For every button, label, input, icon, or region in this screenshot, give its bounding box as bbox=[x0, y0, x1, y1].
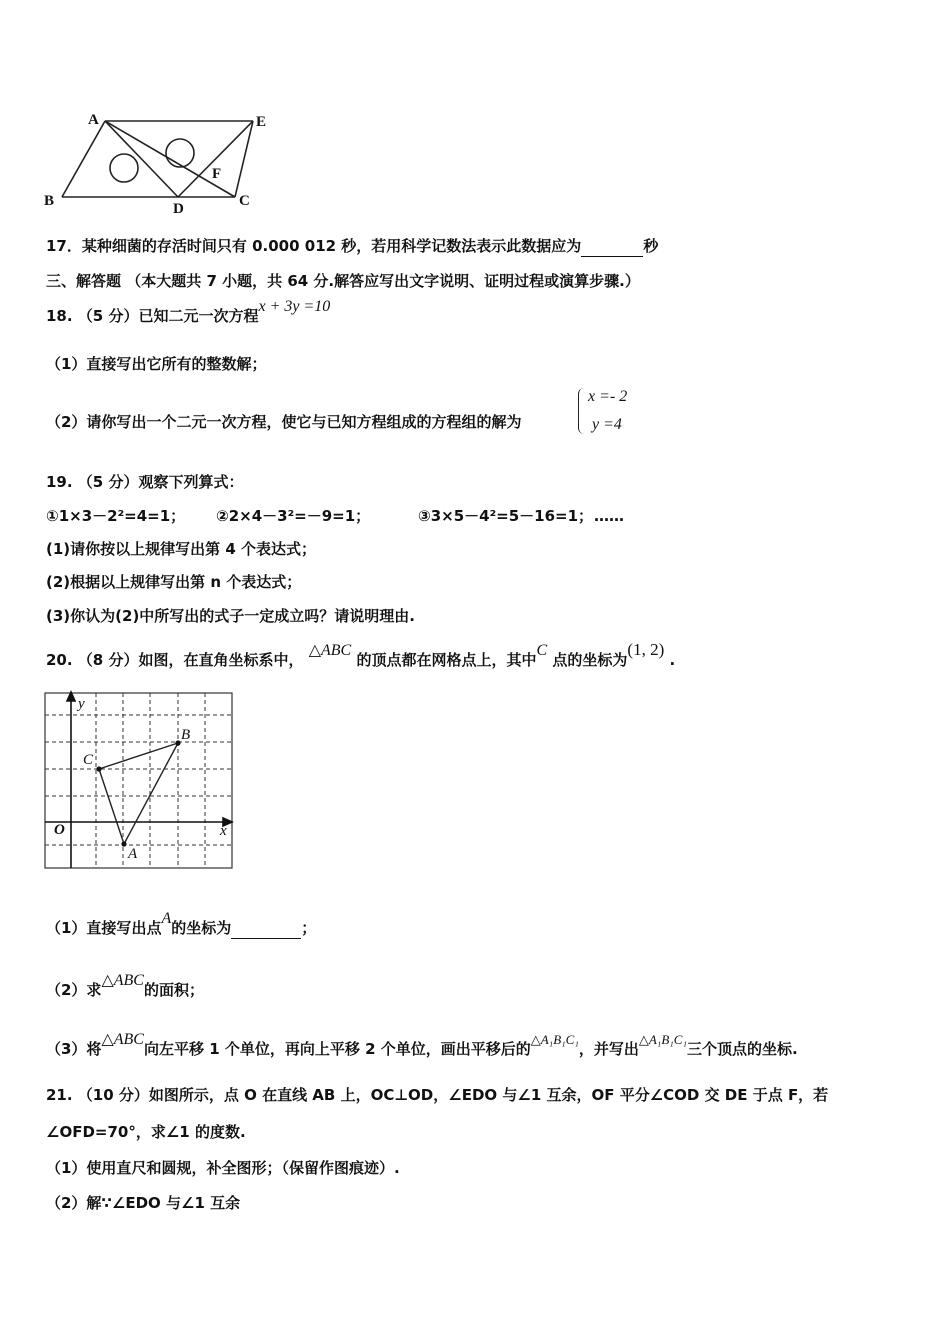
vertex-c-dot bbox=[96, 766, 101, 771]
q20-head-a: 20. （8 分）如图，在直角坐标系中， bbox=[46, 651, 304, 669]
vertex-b-dot bbox=[175, 740, 180, 745]
fig-label-a: A bbox=[88, 112, 99, 128]
fig-circle-left bbox=[110, 154, 138, 182]
vertex-a-label: A bbox=[128, 846, 138, 862]
q20-answer-blank[interactable] bbox=[231, 918, 301, 939]
q18-system-brace bbox=[578, 388, 585, 434]
q20-part2-a: （2）求 bbox=[46, 981, 102, 999]
q19-expr-3: ③3×5－4²=5－16=1； bbox=[418, 507, 594, 525]
grid-frame bbox=[45, 693, 232, 868]
q20-part1 bbox=[46, 910, 317, 939]
q20-head bbox=[46, 640, 676, 671]
fig-label-d: D bbox=[173, 201, 184, 217]
y-axis-label: y bbox=[78, 696, 85, 712]
q18-system bbox=[578, 386, 648, 438]
q17-answer-blank[interactable] bbox=[581, 236, 643, 257]
q18-equation: x + 3y =10 bbox=[258, 298, 331, 315]
fig-circle-right bbox=[166, 139, 194, 167]
q20-part3-a: （3）将 bbox=[46, 1040, 102, 1058]
q20-part2 bbox=[46, 972, 204, 1001]
q18-system-x: x =- 2 bbox=[588, 388, 628, 405]
fig-label-e: E bbox=[256, 114, 267, 130]
q20-point-c: C bbox=[536, 642, 548, 659]
x-axis-label: x bbox=[220, 823, 227, 839]
q20-part2-triangle: △ABC bbox=[101, 972, 144, 989]
vertex-c-label: C bbox=[83, 752, 94, 768]
q19-part1: (1)请你按以上规律写出第 4 个表达式； bbox=[46, 540, 317, 558]
q21-part2: （2）解∵∠EDO 与∠1 互余 bbox=[46, 1194, 241, 1212]
q21-line1: 21. （10 分）如图所示，点 O 在直线 AB 上，OC⊥OD，∠EDO 与∠1 互余，OF 平分∠COD 交 DE 于点 F，若 bbox=[46, 1086, 829, 1104]
fig-label-f: F bbox=[212, 166, 222, 182]
q20-part2-b: 的面积； bbox=[143, 981, 204, 999]
origin-label: O bbox=[54, 822, 65, 838]
q17-unit: 秒 bbox=[643, 237, 659, 255]
q18-part2 bbox=[46, 412, 521, 432]
vertex-a-dot bbox=[121, 841, 126, 846]
geometry-figure-top bbox=[40, 105, 280, 220]
q18-part1: （1）直接写出它所有的整数解； bbox=[46, 355, 267, 373]
q19-expr-ellipsis: …… bbox=[594, 507, 624, 525]
fig-line-ab bbox=[62, 121, 105, 197]
q20-coord-c: (1, 2) bbox=[627, 640, 665, 659]
q20-end: . bbox=[669, 651, 676, 669]
q20-part1-a: （1）直接写出点 bbox=[46, 919, 162, 937]
q19-head: 19. （5 分）观察下列算式： bbox=[46, 473, 244, 491]
q20-part3-triangle: △ABC bbox=[101, 1031, 144, 1048]
q20-part3-d: 三个顶点的坐标. bbox=[686, 1040, 798, 1058]
fig-label-c: C bbox=[239, 193, 250, 209]
vertex-b-label: B bbox=[181, 727, 191, 743]
q17-text: 17．某种细菌的存活时间只有 0.000 012 秒，若用科学记数法表示此数据应为 bbox=[46, 237, 582, 255]
q20-head-b: 的顶点都在网格点上，其中 bbox=[356, 651, 537, 669]
coordinate-grid-figure bbox=[40, 688, 240, 873]
section-3-heading: 三、解答题 （本大题共 7 小题，共 64 分.解答应写出文字说明、证明过程或演算步骤.） bbox=[46, 272, 640, 290]
q19-expr-1: ①1×3－2²=4=1； bbox=[46, 507, 186, 525]
q20-part3-b: 向左平移 1 个单位，再向上平移 2 个单位，画出平移后的 bbox=[143, 1040, 531, 1058]
q20-head-c: 点的坐标为 bbox=[552, 651, 628, 669]
q20-point-a: A bbox=[161, 910, 172, 927]
q20-part3-a1b1c1: △A₁B₁C₁ bbox=[530, 1032, 579, 1047]
q20-part1-c: ； bbox=[301, 919, 317, 937]
q18-part2-text: （2）请你写出一个二元一次方程，使它与已知方程组成的方程组的解为 bbox=[46, 413, 522, 431]
q18-line bbox=[46, 298, 331, 327]
q20-part3 bbox=[46, 1031, 798, 1060]
fig-line-ec bbox=[235, 121, 253, 197]
q21-line2: ∠OFD=70°，求∠1 的度数. bbox=[46, 1123, 246, 1141]
q18-system-y: y =4 bbox=[592, 416, 622, 433]
q20-part3-a1b1c1-2: △A₁B₁C₁ bbox=[638, 1032, 687, 1047]
q19-expr-2: ②2×4－3²=－9=1； bbox=[216, 507, 371, 525]
q18-head: 18. （5 分）已知二元一次方程 bbox=[46, 307, 259, 325]
q19-part3: (3)你认为(2)中所写出的式子一定成立吗？请说明理由. bbox=[46, 607, 415, 625]
q20-part1-b: 的坐标为 bbox=[171, 919, 232, 937]
triangle-side-ac bbox=[99, 769, 124, 844]
q20-triangle-abc: △ABC bbox=[308, 642, 352, 659]
q19-part2: (2)根据以上规律写出第 n 个表达式； bbox=[46, 573, 302, 591]
q21-part1: （1）使用直尺和圆规，补全图形；（保留作图痕迹）. bbox=[46, 1159, 400, 1177]
q20-part3-c: ，并写出 bbox=[578, 1040, 639, 1058]
q17-line bbox=[46, 236, 658, 257]
fig-label-b: B bbox=[44, 193, 55, 209]
